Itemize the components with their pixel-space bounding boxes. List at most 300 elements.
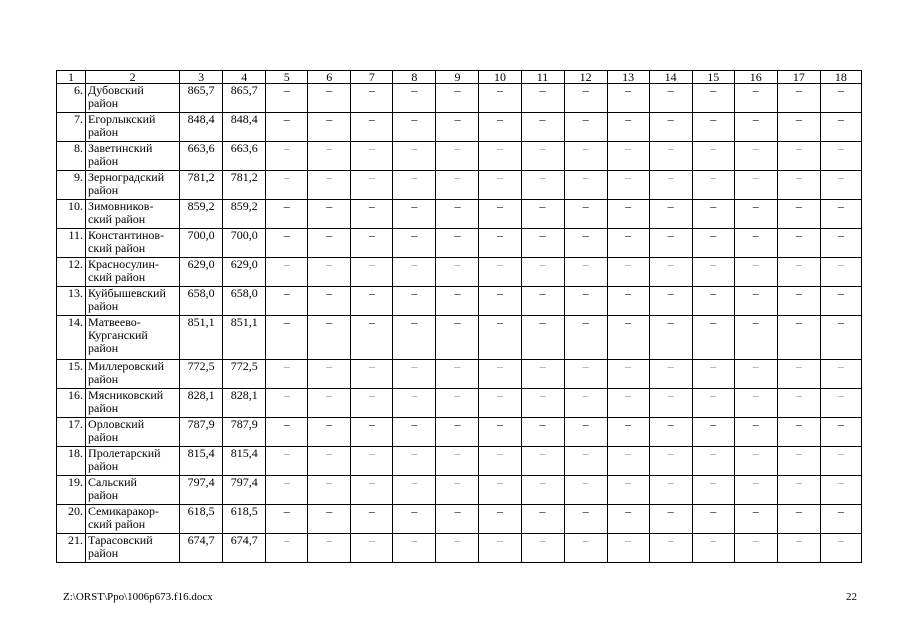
dash-cell: – [607,534,649,563]
table-row [57,534,862,563]
table-row [57,200,862,229]
column-header: 5 [266,71,308,84]
district-name: Заветинский район [86,142,180,171]
dash-cell: – [777,287,820,316]
value-col-4: 828,1 [223,389,266,418]
dash-cell: – [393,476,436,505]
value-col-3: 658,0 [180,287,223,316]
dash-cell: – [308,229,351,258]
dash-cell: – [351,360,393,389]
dash-cell: – [351,389,393,418]
column-header: 8 [393,71,436,84]
dash-cell: – [521,447,564,476]
dash-cell: – [479,505,521,534]
dash-cell: – [564,229,607,258]
dash-cell: – [564,113,607,142]
dash-cell: – [521,171,564,200]
dash-cell: – [266,418,308,447]
dash-cell: – [308,534,351,563]
value-col-4: 815,4 [223,447,266,476]
value-col-4: 629,0 [223,258,266,287]
dash-cell: – [266,200,308,229]
value-col-3: 781,2 [180,171,223,200]
dash-cell: – [521,534,564,563]
row-number: 11. [57,229,86,258]
row-number: 17. [57,418,86,447]
dash-cell: – [351,229,393,258]
dash-cell: – [607,389,649,418]
dash-cell: – [649,258,692,287]
dash-cell: – [564,142,607,171]
dash-cell: – [436,418,479,447]
table-row [57,229,862,258]
dash-cell: – [436,171,479,200]
value-col-4: 663,6 [223,142,266,171]
dash-cell: – [820,84,861,113]
dash-cell: – [564,534,607,563]
dash-cell: – [564,389,607,418]
dash-cell: – [393,171,436,200]
dash-cell: – [266,360,308,389]
dash-cell: – [479,534,521,563]
dash-cell: – [479,389,521,418]
dash-cell: – [351,476,393,505]
dash-cell: – [393,505,436,534]
dash-cell: – [393,316,436,360]
dash-cell: – [777,360,820,389]
dash-cell: – [351,287,393,316]
dash-cell: – [351,142,393,171]
value-col-3: 700,0 [180,229,223,258]
dash-cell: – [308,360,351,389]
district-name: Егорлыкский район [86,113,180,142]
dash-cell: – [564,258,607,287]
dash-cell: – [692,534,734,563]
row-number: 15. [57,360,86,389]
column-header: 4 [223,71,266,84]
value-col-3: 848,4 [180,113,223,142]
row-number: 16. [57,389,86,418]
dash-cell: – [649,389,692,418]
table-row [57,505,862,534]
dash-cell: – [820,316,861,360]
dash-cell: – [479,229,521,258]
row-number: 7. [57,113,86,142]
district-name: Тарасовский район [86,534,180,563]
dash-cell: – [393,84,436,113]
dash-cell: – [393,113,436,142]
dash-cell: – [308,113,351,142]
row-number: 10. [57,200,86,229]
column-header: 14 [649,71,692,84]
dash-cell: – [607,171,649,200]
dash-cell: – [692,142,734,171]
dash-cell: – [649,505,692,534]
dash-cell: – [521,476,564,505]
district-name: Миллеровский район [86,360,180,389]
dash-cell: – [734,113,777,142]
value-col-3: 772,5 [180,360,223,389]
dash-cell: – [308,447,351,476]
column-header: 11 [521,71,564,84]
dash-cell: – [692,447,734,476]
dash-cell: – [820,476,861,505]
dash-cell: – [649,476,692,505]
dash-cell: – [777,142,820,171]
value-col-3: 787,9 [180,418,223,447]
dash-cell: – [820,360,861,389]
dash-cell: – [692,389,734,418]
dash-cell: – [607,360,649,389]
dash-cell: – [692,84,734,113]
row-number: 12. [57,258,86,287]
dash-cell: – [777,476,820,505]
dash-cell: – [777,505,820,534]
dash-cell: – [820,171,861,200]
district-name: Зимовников- ский район [86,200,180,229]
dash-cell: – [266,171,308,200]
table-row [57,171,862,200]
district-name: Матвеево- Курганский район [86,316,180,360]
value-col-3: 859,2 [180,200,223,229]
dash-cell: – [777,316,820,360]
dash-cell: – [521,316,564,360]
dash-cell: – [351,316,393,360]
dash-cell: – [393,534,436,563]
dash-cell: – [564,316,607,360]
dash-cell: – [521,360,564,389]
dash-cell: – [564,287,607,316]
dash-cell: – [351,418,393,447]
value-col-4: 618,5 [223,505,266,534]
dash-cell: – [692,418,734,447]
dash-cell: – [266,534,308,563]
dash-cell: – [393,258,436,287]
column-header: 16 [734,71,777,84]
dash-cell: – [351,534,393,563]
district-name: Константинов- ский район [86,229,180,258]
dash-cell: – [266,287,308,316]
dash-cell: – [607,84,649,113]
dash-cell: – [734,505,777,534]
row-number: 19. [57,476,86,505]
dash-cell: – [308,389,351,418]
dash-cell: – [692,505,734,534]
table-row [57,84,862,113]
dash-cell: – [266,84,308,113]
value-col-3: 851,1 [180,316,223,360]
dash-cell: – [436,476,479,505]
dash-cell: – [692,113,734,142]
dash-cell: – [649,200,692,229]
dash-cell: – [564,171,607,200]
column-header: 13 [607,71,649,84]
value-col-3: 618,5 [180,505,223,534]
dash-cell: – [649,534,692,563]
value-col-4: 772,5 [223,360,266,389]
dash-cell: – [649,171,692,200]
value-col-4: 859,2 [223,200,266,229]
dash-cell: – [436,229,479,258]
dash-cell: – [692,258,734,287]
dash-cell: – [308,200,351,229]
value-col-4: 674,7 [223,534,266,563]
row-number: 9. [57,171,86,200]
dash-cell: – [393,447,436,476]
dash-cell: – [266,229,308,258]
district-name: Орловский район [86,418,180,447]
table-row [57,258,862,287]
dash-cell: – [436,534,479,563]
dash-cell: – [436,258,479,287]
dash-cell: – [649,229,692,258]
dash-cell: – [564,84,607,113]
row-number: 8. [57,142,86,171]
dash-cell: – [436,447,479,476]
dash-cell: – [734,316,777,360]
dash-cell: – [308,142,351,171]
dash-cell: – [564,360,607,389]
dash-cell: – [607,316,649,360]
dash-cell: – [308,505,351,534]
dash-cell: – [564,476,607,505]
dash-cell: – [564,447,607,476]
dash-cell: – [777,258,820,287]
dash-cell: – [521,229,564,258]
value-col-4: 787,9 [223,418,266,447]
dash-cell: – [308,287,351,316]
dash-cell: – [436,113,479,142]
dash-cell: – [479,418,521,447]
table-row [57,287,862,316]
table-row [57,142,862,171]
dash-cell: – [351,258,393,287]
value-col-3: 629,0 [180,258,223,287]
dash-cell: – [820,389,861,418]
dash-cell: – [436,360,479,389]
dash-cell: – [521,287,564,316]
dash-cell: – [308,418,351,447]
value-col-4: 700,0 [223,229,266,258]
dash-cell: – [521,505,564,534]
dash-cell: – [734,200,777,229]
dash-cell: – [820,447,861,476]
table-row [57,360,862,389]
dash-cell: – [521,200,564,229]
district-name: Семикаракор- ский район [86,505,180,534]
column-header: 9 [436,71,479,84]
district-name: Зерноградский район [86,171,180,200]
dash-cell: – [351,505,393,534]
dash-cell: – [607,505,649,534]
table-row [57,316,862,360]
dash-cell: – [820,287,861,316]
dash-cell: – [436,316,479,360]
dash-cell: – [607,229,649,258]
dash-cell: – [692,316,734,360]
dash-cell: – [734,258,777,287]
footer-page-number: 22 [846,591,857,603]
dash-cell: – [564,200,607,229]
dash-cell: – [479,113,521,142]
dash-cell: – [479,287,521,316]
dash-cell: – [266,389,308,418]
value-col-4: 851,1 [223,316,266,360]
dash-cell: – [479,447,521,476]
column-header: 10 [479,71,521,84]
dash-cell: – [649,360,692,389]
district-name: Мясниковский район [86,389,180,418]
dash-cell: – [393,418,436,447]
dash-cell: – [777,171,820,200]
value-col-3: 865,7 [180,84,223,113]
dash-cell: – [266,142,308,171]
dash-cell: – [820,113,861,142]
district-name: Пролетарский район [86,447,180,476]
dash-cell: – [266,113,308,142]
value-col-4: 797,4 [223,476,266,505]
dash-cell: – [692,476,734,505]
column-header: 18 [820,71,861,84]
dash-cell: – [351,200,393,229]
column-header: 2 [86,71,180,84]
dash-cell: – [436,389,479,418]
dash-cell: – [393,360,436,389]
value-col-3: 815,4 [180,447,223,476]
dash-cell: – [777,113,820,142]
header-row [57,71,862,84]
dash-cell: – [393,287,436,316]
row-number: 20. [57,505,86,534]
column-header: 1 [57,71,86,84]
dash-cell: – [266,505,308,534]
dash-cell: – [734,142,777,171]
dash-cell: – [777,534,820,563]
dash-cell: – [777,200,820,229]
dash-cell: – [436,287,479,316]
dash-cell: – [479,360,521,389]
footer-file-path: Z:\ORST\Ppo\1006p673.f16.docx [63,591,213,603]
dash-cell: – [777,389,820,418]
dash-cell: – [436,142,479,171]
dash-cell: – [479,316,521,360]
district-name: Куйбышевский район [86,287,180,316]
dash-cell: – [649,418,692,447]
value-col-4: 865,7 [223,84,266,113]
dash-cell: – [734,447,777,476]
dash-cell: – [734,418,777,447]
dash-cell: – [521,389,564,418]
data-table [56,70,862,563]
dash-cell: – [734,389,777,418]
column-header: 12 [564,71,607,84]
table-row [57,113,862,142]
dash-cell: – [479,84,521,113]
dash-cell: – [820,418,861,447]
dash-cell: – [393,142,436,171]
dash-cell: – [351,447,393,476]
dash-cell: – [649,142,692,171]
value-col-3: 674,7 [180,534,223,563]
dash-cell: – [692,229,734,258]
dash-cell: – [734,534,777,563]
dash-cell: – [734,287,777,316]
dash-cell: – [479,171,521,200]
dash-cell: – [266,447,308,476]
dash-cell: – [436,200,479,229]
dash-cell: – [734,171,777,200]
table-row [57,418,862,447]
dash-cell: – [308,476,351,505]
table-row [57,476,862,505]
dash-cell: – [692,171,734,200]
dash-cell: – [734,84,777,113]
dash-cell: – [820,505,861,534]
district-name: Красносулин- ский район [86,258,180,287]
dash-cell: – [479,258,521,287]
dash-cell: – [777,418,820,447]
row-number: 21. [57,534,86,563]
dash-cell: – [607,418,649,447]
dash-cell: – [692,360,734,389]
dash-cell: – [607,200,649,229]
dash-cell: – [393,389,436,418]
row-number: 14. [57,316,86,360]
dash-cell: – [777,229,820,258]
dash-cell: – [479,142,521,171]
dash-cell: – [820,534,861,563]
dash-cell: – [521,84,564,113]
dash-cell: – [820,200,861,229]
dash-cell: – [436,84,479,113]
dash-cell: – [777,447,820,476]
dash-cell: – [308,258,351,287]
dash-cell: – [308,316,351,360]
value-col-4: 848,4 [223,113,266,142]
dash-cell: – [351,171,393,200]
dash-cell: – [521,258,564,287]
value-col-3: 663,6 [180,142,223,171]
value-col-3: 797,4 [180,476,223,505]
table-row [57,447,862,476]
dash-cell: – [607,476,649,505]
dash-cell: – [820,258,861,287]
district-name: Сальский район [86,476,180,505]
dash-cell: – [649,113,692,142]
dash-cell: – [607,447,649,476]
dash-cell: – [436,505,479,534]
dash-cell: – [308,84,351,113]
dash-cell: – [649,287,692,316]
dash-cell: – [266,476,308,505]
dash-cell: – [308,171,351,200]
dash-cell: – [734,476,777,505]
dash-cell: – [820,229,861,258]
dash-cell: – [649,84,692,113]
column-header: 3 [180,71,223,84]
dash-cell: – [692,200,734,229]
column-header: 17 [777,71,820,84]
dash-cell: – [607,258,649,287]
district-name: Дубовский район [86,84,180,113]
dash-cell: – [820,142,861,171]
column-header: 6 [308,71,351,84]
dash-cell: – [266,258,308,287]
dash-cell: – [734,229,777,258]
dash-cell: – [607,113,649,142]
dash-cell: – [521,113,564,142]
dash-cell: – [607,142,649,171]
